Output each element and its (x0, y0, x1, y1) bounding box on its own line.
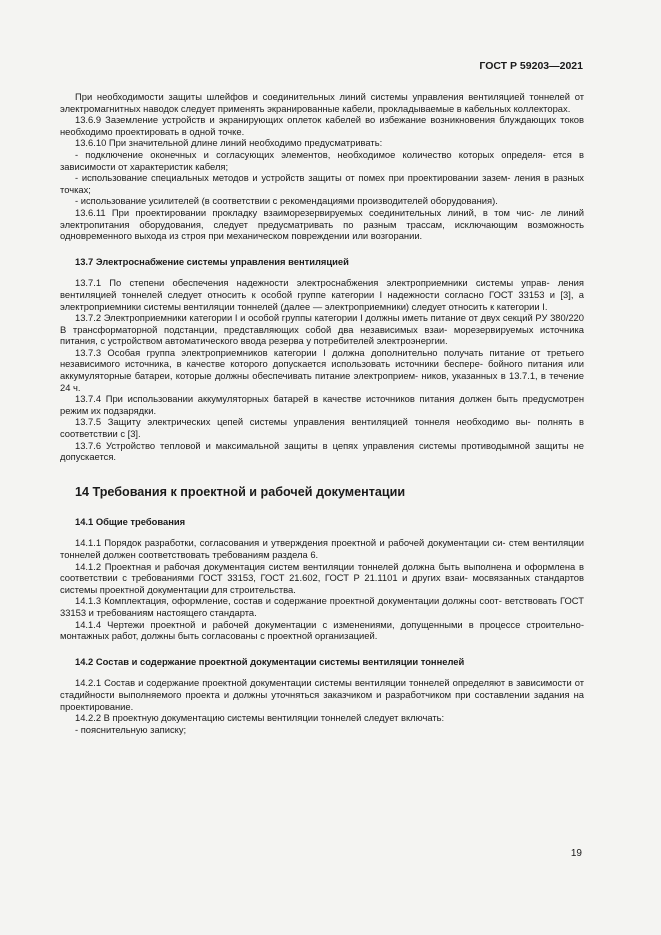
paragraph: 13.7.1 По степени обеспечения надежности электроснабжения электроприемники системы управ- ления вентиляцией тоннелей следует относить к особой группе категории I надежности согласно ГОСТ 33153 и [3], а электроприемники системы вентиляции тоннелей (далее — электроприемники) следует относить к категории I. (60, 277, 584, 312)
paragraph: 13.6.9 Заземление устройств и экранирующих оплеток кабелей во избежание возникновения блуждающих токов необходимо проектировать в одной точке. (60, 114, 584, 137)
paragraph: 13.7.2 Электроприемники категории I и особой группы категории I должны иметь питание от двух секций РУ 380/220 В трансформаторной подстанции, представляющих собой два независимых взаи- морезервируемых источника питания, с устройством автоматического ввода резерва у потребителей электроэнергии. (60, 312, 584, 347)
paragraph: При необходимости защиты шлейфов и соединительных линий системы управления вентиляцией тоннелей от электромагнитных наводок следует применять экранированные кабели, прокладываемые в кабельных коллекторах. (60, 91, 584, 114)
subsection-heading: 13.7 Электроснабжение системы управления вентиляцией (75, 255, 349, 267)
list-item: - подключение оконечных и согласующих элементов, необходимое количество которых определя- ется в зависимости от характеристик кабеля; (60, 148, 584, 172)
subsection-heading: 14.2 Состав и содержание проектной документации системы вентиляции тоннелей (75, 655, 465, 667)
paragraph: 14.2.1 Состав и содержание проектной документации системы вентиляции тоннелей определяют в зависимости от стадийности выполняемого проекта и должны уточняться заказчиком и разработчиком при составлении задания на проектирование. (60, 677, 584, 712)
list-item: - использование специальных методов и устройств защиты от помех при проектировании зазем- ления в разных точках; (60, 172, 584, 195)
paragraph: 14.1.2 Проектная и рабочая документация систем вентиляции тоннелей должна быть выполнена и оформлена в соответствии с требованиями ГОСТ 33153, ГОСТ 21.602, ГОСТ Р 21.1101 и других взаи- мосвязанных стандартов системы проектной документации для строительства. (60, 560, 584, 595)
section-heading: 14 Требования к проектной и рабочей документации (75, 484, 406, 499)
paragraph: 13.6.10 При значительной длине линий необходимо предусматривать: (75, 137, 383, 149)
paragraph: 13.6.11 При проектировании прокладку взаиморезервируемых соединительных линий, в том чис- ле линий электропитания оборудования, следует предусматривать по разным трассам, исключающим возможность одновременного выхода из строя при механическом повреждении или возгорании. (60, 206, 584, 242)
paragraph: 14.2.2 В проектную документацию системы вентиляции тоннелей следует включать: (75, 712, 445, 724)
list-item: - использование усилителей (в соответствии с рекомендациями производителей оборудования). (75, 195, 498, 207)
paragraph: 14.1.3 Комплектация, оформление, состав и содержание проектной документации должны соот- ветствовать ГОСТ 33153 и требованиям настоящего стандарта. (60, 595, 584, 618)
document-body (60, 91, 584, 735)
page-number: 19 (570, 848, 582, 859)
document-code-header: ГОСТ Р 59203—2021 (479, 60, 583, 72)
paragraph: 13.7.5 Защиту электрических цепей системы управления вентиляцией тоннеля необходимо вы- полнять в соответствии с [3]. (60, 416, 584, 440)
list-item: - пояснительную записку; (75, 723, 187, 735)
paragraph: 14.1.1 Порядок разработки, согласования и утверждения проектной и рабочей документации си- стем вентиляции тоннелей должен соответствовать требованиям раздела 6. (60, 537, 584, 560)
subsection-heading: 14.1 Общие требования (75, 515, 186, 527)
paragraph: 13.7.4 При использовании аккумуляторных батарей в качестве источников питания должен быть предусмотрен режим их подзарядки. (60, 393, 584, 416)
paragraph: 14.1.4 Чертежи проектной и рабочей документации с изменениями, допущенными в процессе строительно-монтажных работ, должны быть согласованы с проектной организацией. (60, 618, 584, 642)
paragraph: 13.7.6 Устройство тепловой и максимальной защиты в цепях управления системы противодымной защиты не допускается. (60, 439, 584, 463)
paragraph: 13.7.3 Особая группа электроприемников категории I должна дополнительно получать питание от третьего независимого источника, в качестве которого допускается использовать источники беспере- бойного питания или аккумуляторные батареи, которые должны обеспечивать питание электроприем- ников, указанных в 13.7.1, в течение 24 ч. (60, 346, 584, 393)
